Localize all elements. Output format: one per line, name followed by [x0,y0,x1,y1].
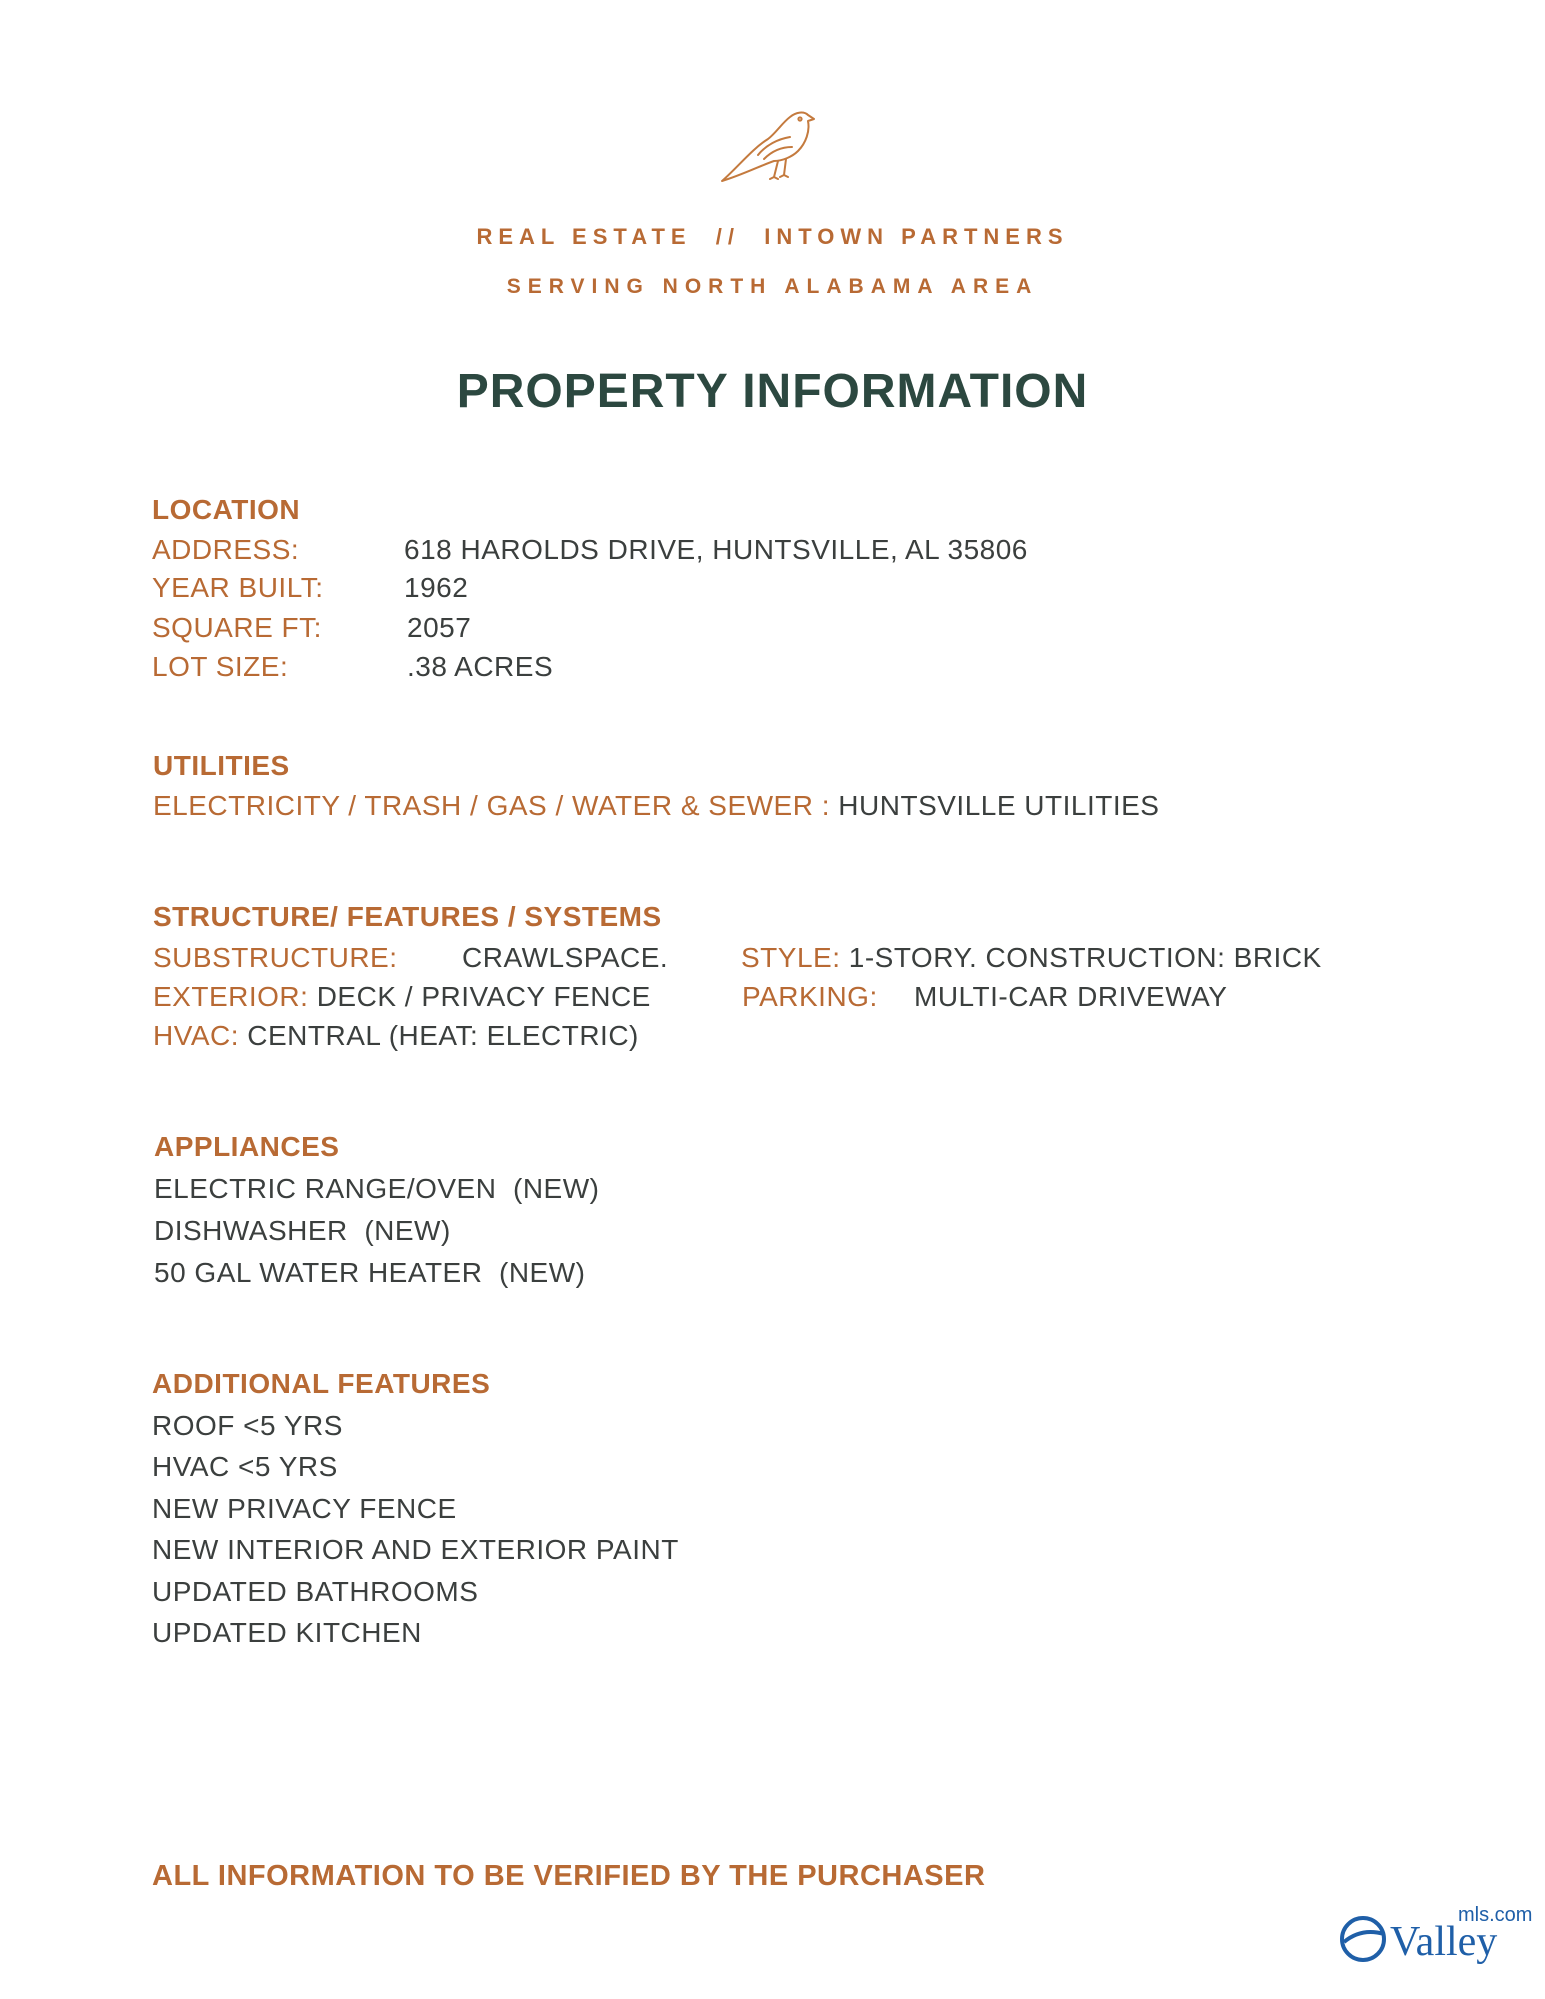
lot-size-value: .38 ACRES [407,651,554,682]
substructure-value: CRAWLSPACE. [462,942,669,973]
valleymls-watermark [1338,1898,1538,1968]
feature-item: NEW INTERIOR AND EXTERIOR PAINT [152,1534,679,1565]
exterior-label: EXTERIOR: [153,981,309,1012]
brand-tagline: SERVING NORTH ALABAMA AREA [506,275,1039,298]
address-label: ADDRESS: [152,534,300,565]
section-heading-additional-features: ADDITIONAL FEATURES [152,1368,491,1399]
brand-name: REAL ESTATE // INTOWN PARTNERS [476,224,1069,249]
parking-value: MULTI-CAR DRIVEWAY [914,981,1228,1012]
hvac-line [153,1020,639,1052]
valley-logo-icon [1338,1914,1388,1964]
substructure-label: SUBSTRUCTURE: [153,942,398,973]
square-ft-value: 2057 [407,612,472,643]
watermark-suffix: mls.com [1458,1904,1533,1926]
hvac-label: HVAC: [153,1020,239,1051]
appliance-item: ELECTRIC RANGE/OVEN (NEW) [154,1173,600,1204]
appliance-item: DISHWASHER (NEW) [154,1215,451,1246]
style-label: STYLE: [741,942,841,973]
disclaimer-note: ALL INFORMATION TO BE VERIFIED BY THE PURCHASER [152,1860,986,1892]
appliance-item: 50 GAL WATER HEATER (NEW) [154,1257,586,1288]
watermark-text: Valley [1390,1919,1498,1965]
exterior-value: DECK / PRIVACY FENCE [316,981,651,1012]
address-value: 618 HAROLDS DRIVE, HUNTSVILLE, AL 35806 [404,534,1028,565]
section-heading-appliances: APPLIANCES [154,1131,340,1162]
style-value: 1-STORY. CONSTRUCTION: BRICK [848,942,1322,973]
feature-item: NEW PRIVACY FENCE [152,1493,457,1524]
year-built-label: YEAR BUILT: [152,572,324,603]
feature-item: UPDATED KITCHEN [152,1617,422,1648]
utilities-value: HUNTSVILLE UTILITIES [838,790,1160,821]
style-line [741,942,1322,974]
hvac-value: CENTRAL (HEAT: ELECTRIC) [247,1020,639,1051]
bird-logo-icon [718,105,830,187]
section-heading-utilities: UTILITIES [153,750,290,781]
lot-size-label: LOT SIZE: [152,651,289,682]
feature-item: HVAC <5 YRS [152,1451,338,1482]
parking-label: PARKING: [742,981,878,1012]
feature-item: UPDATED BATHROOMS [152,1576,479,1607]
utilities-line [153,790,1159,822]
section-heading-location: LOCATION [152,494,301,525]
utilities-label: ELECTRICITY / TRASH / GAS / WATER & SEWER : [153,790,831,821]
exterior-line [153,981,651,1013]
feature-item: ROOF <5 YRS [152,1410,343,1441]
year-built-value: 1962 [404,572,469,603]
page-title: PROPERTY INFORMATION [456,365,1089,418]
square-ft-label: SQUARE FT: [152,612,322,643]
section-heading-structure: STRUCTURE/ FEATURES / SYSTEMS [153,901,662,932]
